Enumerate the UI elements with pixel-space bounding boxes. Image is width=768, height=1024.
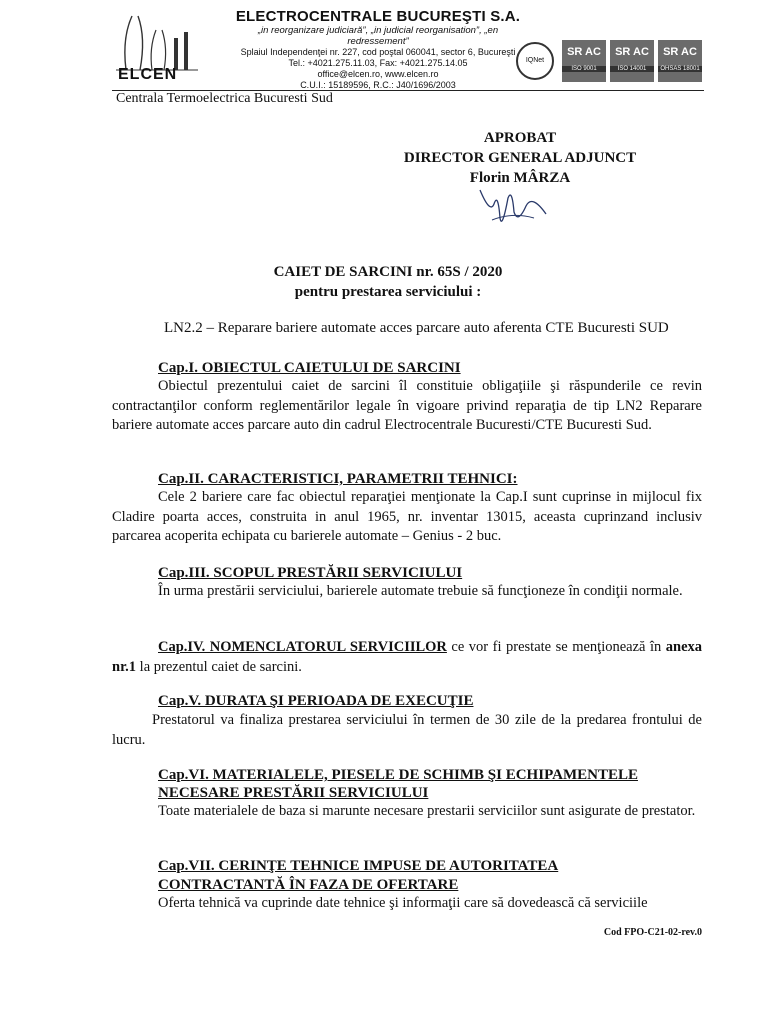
title-subline: pentru prestarea serviciului : xyxy=(294,284,482,300)
cert-badge: SR AC ISO 14001 xyxy=(610,40,654,82)
chapter-heading-cont: NECESARE PRESTĂRII SERVICIULUI xyxy=(158,785,429,801)
document-title xyxy=(228,262,548,302)
approval-block xyxy=(390,128,650,188)
chapter-heading: Cap.V. DURATA ŞI PERIOADA DE EXECUŢIE xyxy=(158,693,474,709)
cert-badge: SR AC OHSAS 18001 xyxy=(658,40,702,82)
chapter-heading: Cap.III. SCOPUL PRESTĂRII SERVICIULUI xyxy=(158,565,463,581)
chapter-heading: Cap.VII. CERINŢE TEHNICE IMPUSE DE AUTORITATEA xyxy=(158,858,559,874)
chapter-text: Obiectul prezentului caiet de sarcini îl constituie obligaţiile şi răspunderile ce revin contractanţilor conform reglementărilor legale în vigoare privind reparaţia de tip LN2 Reparare bariere automate acces parcare auto din cadrul Electrocentrale Bucuresti/CTE Bucuresti Sud. xyxy=(112,378,702,433)
company-address: Splaiul Independenţei nr. 227, cod poştal 060041, sector 6, Bucureşti xyxy=(240,47,516,57)
approval-person: Florin MÂRZA xyxy=(469,170,571,186)
chapter-text: Cap.IV. NOMENCLATORUL SERVICIILOR ce vor fi prestate se menţionează în anexa nr.1 la prezentul caiet de sarcini. xyxy=(112,639,703,675)
iqnet-logo: IQNet xyxy=(516,42,554,80)
approval-label: APROBAT xyxy=(483,130,557,146)
company-phone: Tel.: +4021.275.11.03, Fax: +4021.275.14.05 xyxy=(288,58,468,68)
chapter-text: Prestatorul va finaliza prestarea serviciului în termen de 30 zile de la predarea frontului de lucru. xyxy=(112,712,702,748)
chapter-heading: Cap.IV. NOMENCLATORUL SERVICIILOR xyxy=(158,639,447,655)
company-logo xyxy=(112,8,200,90)
chapter-heading-cont: CONTRACTANTĂ ÎN FAZA DE OFERTARE xyxy=(158,877,459,893)
chapter-heading: Cap.I. OBIECTUL CAIETULUI DE SARCINI xyxy=(158,360,461,376)
document-code: Cod FPO-C21-02-rev.0 xyxy=(603,927,702,938)
chapter-text: În urma prestării serviciului, barierele automate trebuie să funcţioneze în condiţii normale. xyxy=(158,583,683,599)
company-name: ELECTROCENTRALE BUCUREŞTI S.A. xyxy=(235,8,521,25)
company-info xyxy=(228,8,528,91)
company-email: office@elcen.ro, www.elcen.ro xyxy=(317,69,439,79)
chapter-heading: Cap.II. CARACTERISTICI, PARAMETRII TEHNICI: xyxy=(158,471,518,487)
plant-name: Centrala Termoelectrica Bucuresti Sud xyxy=(116,91,333,106)
signature xyxy=(472,184,552,234)
title-line: CAIET DE SARCINI nr. 65S / 2020 xyxy=(273,264,503,280)
company-registry: C.U.I.: 15189596, R.C.: J40/1696/2003 xyxy=(300,80,456,90)
logo-text: ELCEN xyxy=(118,66,178,83)
chapter-text: Toate materialele de baza si marunte necesare prestarii serviciilor sunt asigurate de prestator. xyxy=(158,803,696,819)
cert-badge: SR AC ISO 9001 xyxy=(562,40,606,82)
service-subject: LN2.2 – Reparare bariere automate acces parcare auto aferenta CTE Bucuresti SUD xyxy=(164,320,669,336)
chapter-text: Cele 2 bariere care fac obiectul reparaţiei menţionate la Cap.I sunt cuprinse in mijlocul fix Cladire poarta acces, construita in anul 1965, nr. inventar 13015, aceasta cuprinzand inclusiv parcarea acoperita echipata cu barierele automate – Genius - 2 buc. xyxy=(112,489,702,544)
certification-logos xyxy=(516,40,702,84)
approval-role: DIRECTOR GENERAL ADJUNCT xyxy=(403,150,637,166)
chapter-text: Oferta tehnică va cuprinde date tehnice şi informaţii care să dovedească că serviciile xyxy=(158,895,648,911)
company-tagline: „in reorganizare judiciară”, „in judicial reorganisation”, „en redressement” xyxy=(257,25,499,47)
chapter-heading: Cap.VI. MATERIALELE, PIESELE DE SCHIMB ŞI ECHIPAMENTELE xyxy=(158,767,638,783)
